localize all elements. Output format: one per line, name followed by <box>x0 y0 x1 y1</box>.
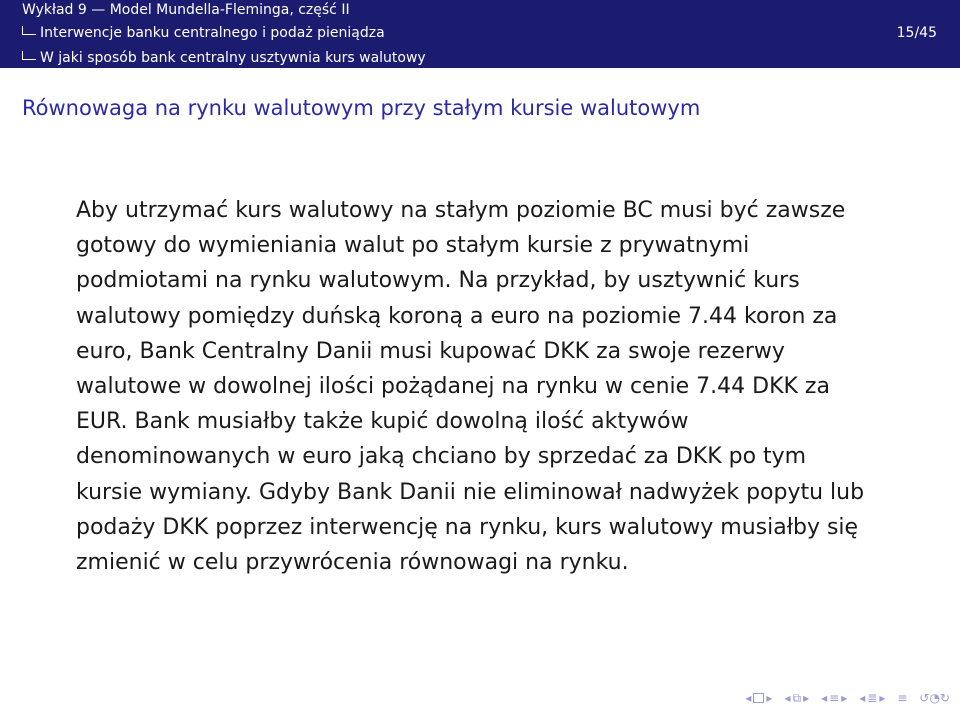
section-breadcrumb <box>22 24 385 42</box>
nav-left-arrow-icon[interactable]: ◂ <box>859 691 866 705</box>
frame-body-text: Aby utrzymać kurs walutowy na stałym poziomie BC musi być zawsze gotowy do wymieniania walut po stałym kursie z prywatnymi podmiotami na rynku walutowym. Na przykład, by usztywnić kurs walutowy pomiędzy duńską koroną a euro na poziomie 7.44 koron za euro, Bank Centralny Danii musi kupować DKK za swoje rezerwy walutowe w dowolnej ilości pożądanej na rynku w cenie 7.44 DKK za EUR. Bank musiałby także kupić dowolną ilość aktywów denominowanych w euro jaką chciano by sprzedać za DKK po tym kursie wymiany. Gdyby Bank Danii nie eliminował nadwyżek popytu lub podaży DKK poprzez interwencję na rynku, kurs walutowy musiałby się zmienić w celu przywrócenia równowagi na rynku. <box>76 198 865 576</box>
nav-search-icon[interactable]: ↺◔↻ <box>919 691 950 705</box>
nav-frame-group[interactable] <box>745 691 772 705</box>
nav-right-arrow-icon[interactable]: ▸ <box>766 691 773 705</box>
beamer-navigation-bar <box>745 688 950 708</box>
subsection-breadcrumb <box>22 49 426 67</box>
nav-subsection-group[interactable] <box>821 691 847 705</box>
nav-left-arrow-icon[interactable]: ◂ <box>784 691 791 705</box>
nav-right-arrow-icon[interactable]: ▸ <box>803 691 810 705</box>
nav-subsection-icon[interactable]: ≡ <box>829 691 840 705</box>
subsection-title: W jaki sposób bank centralny usztywnia kurs walutowy <box>40 50 426 66</box>
nav-left-arrow-icon[interactable]: ◂ <box>821 691 828 705</box>
nav-align-group[interactable] <box>897 691 907 705</box>
section-title: Interwencje banku centralnego i podaż pieniądza <box>40 25 385 41</box>
nav-slide-group[interactable] <box>784 691 809 706</box>
page-number: 15/45 <box>896 25 937 41</box>
tree-branch-icon <box>22 26 36 35</box>
nav-right-arrow-icon[interactable]: ▸ <box>841 691 848 705</box>
header-bar <box>0 0 960 68</box>
tree-branch-icon <box>22 51 36 60</box>
lecture-title: Wykład 9 — Model Mundella-Fleminga, część II <box>22 2 350 18</box>
nav-frame-box-icon[interactable] <box>753 693 764 703</box>
nav-section-group[interactable] <box>859 691 885 705</box>
frame-title: Równowaga na rynku walutowym przy stałym kursie walutowym <box>22 96 701 120</box>
nav-section-icon[interactable]: ≣ <box>867 691 878 705</box>
nav-right-arrow-icon[interactable]: ▸ <box>879 691 886 705</box>
nav-left-arrow-icon[interactable]: ◂ <box>745 691 752 705</box>
nav-slides-icon[interactable]: ⧉ <box>792 690 802 705</box>
nav-align-icon[interactable]: ≡ <box>897 691 908 705</box>
